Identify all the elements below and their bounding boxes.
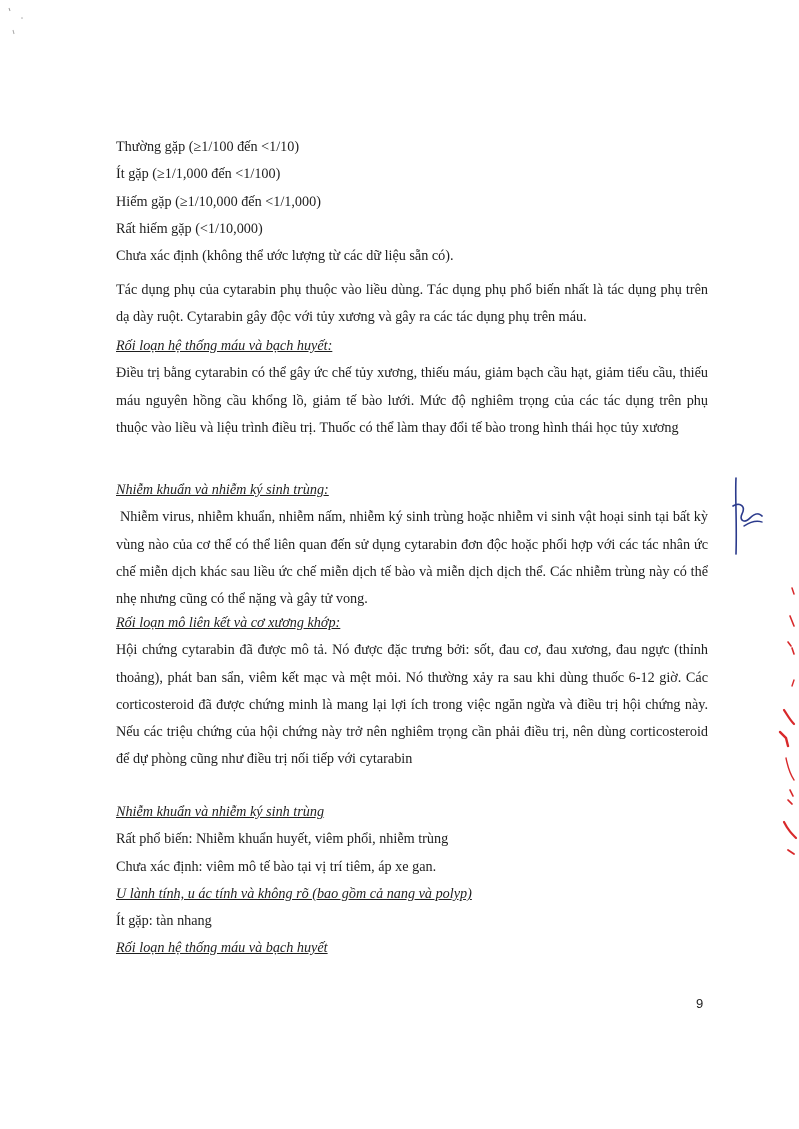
section-heading: Nhiễm khuẩn và nhiễm ký sinh trùng: xyxy=(116,482,329,498)
intro-paragraph: Tác dụng phụ của cytarabin phụ thuộc vào liều dùng. Tác dụng phụ phổ biến nhất là tác dụng phụ trên dạ dày ruột. Cytarabin gây độc với tủy xương và gây ra các tác dụng phụ trên máu. xyxy=(116,282,708,326)
frequency-rare: Hiếm gặp (≥1/10,000 đến <1/1,000) xyxy=(116,193,321,210)
intro-section xyxy=(116,277,708,332)
frequency-uncommon: Ít gặp (≥1/1,000 đến <1/100) xyxy=(116,166,281,183)
section-heading: Rối loạn mô liên kết và cơ xương khớp: xyxy=(116,615,341,631)
section-heading: Nhiễm khuẩn và nhiễm ký sinh trùng xyxy=(116,804,325,820)
section-musculoskeletal xyxy=(116,610,708,774)
section-line: Chưa xác định: viêm mô tế bào tại vị trí tiêm, áp xe gan. xyxy=(116,858,437,875)
section-paragraph: Nhiễm virus, nhiễm khuẩn, nhiễm nấm, nhiễm ký sinh trùng hoặc nhiễm vi sinh vật hoại sinh tại bất kỳ vùng nào của cơ thể có thể liên quan đến sử dụng cytarabin đơn độc hoặc phối hợp với các tác nhân ức chế miễn dịch khác sau liều ức chế miễn dịch tế bào và miễn dịch dịch thể. Các nhiễm trùng này có thể nhẹ nhưng cũng có thể nặng và gây tử vong. xyxy=(116,509,708,608)
section-infections-frequency xyxy=(116,799,708,881)
section-heading: Rối loạn hệ thống máu và bạch huyết xyxy=(116,940,328,956)
section-paragraph: Điều trị bằng cytarabin có thể gây ức chế tủy xương, thiếu máu, giảm bạch cầu hạt, giảm tiểu cầu, thiếu máu nguyên hồng cầu khổng lồ, giảm tế bào lưới. Mức độ nghiêm trọng của các tác dụng trên phụ thuộc vào liều và liệu trình điều trị. Thuốc có thể làm thay đổi tế bào trong hình thái học tủy xương xyxy=(116,365,708,436)
section-heading: Rối loạn hệ thống máu và bạch huyết: xyxy=(116,338,333,354)
section-paragraph: Hội chứng cytarabin đã được mô tả. Nó được đặc trưng bởi: sốt, đau cơ, đau xương, đau ngực (thỉnh thoảng), phát ban sẩn, viêm kết mạc và mệt mỏi. Nó thường xảy ra sau khi dùng thuốc 6-12 giờ. Các corticosteroid đã được chứng minh là mang lại lợi ích trong việc ngăn ngừa và điều trị hội chứng này. Nếu các triệu chứng của hội chứng này trở nên nghiêm trọng cần phải điều trị, nên dùng corticosteroid để dự phòng cũng như điều trị nối tiếp với cytarabin xyxy=(116,642,708,768)
frequency-very-rare: Rất hiếm gặp (<1/10,000) xyxy=(116,220,263,237)
frequency-not-known: Chưa xác định (không thể ước lượng từ các dữ liệu sẵn có). xyxy=(116,248,454,265)
section-infections xyxy=(116,477,708,613)
frequency-list xyxy=(116,134,708,270)
section-line: Rất phổ biến: Nhiễm khuẩn huyết, viêm phổi, nhiễm trùng xyxy=(116,831,449,848)
section-blood-lymphatic-frequency xyxy=(116,935,708,962)
section-line: Ít gặp: tàn nhang xyxy=(116,913,212,930)
red-stamp-edge xyxy=(770,560,799,880)
frequency-common: Thường gặp (≥1/100 đến <1/10) xyxy=(116,139,300,155)
section-neoplasms xyxy=(116,881,708,936)
section-heading: U lành tính, u ác tính và không rõ (bao gồm cả nang và polyp) xyxy=(116,886,472,902)
scan-specks-decoration xyxy=(0,0,30,50)
handwritten-initials xyxy=(728,476,768,556)
section-blood-lymphatic xyxy=(116,333,708,442)
page-number: 9 xyxy=(696,996,704,1011)
